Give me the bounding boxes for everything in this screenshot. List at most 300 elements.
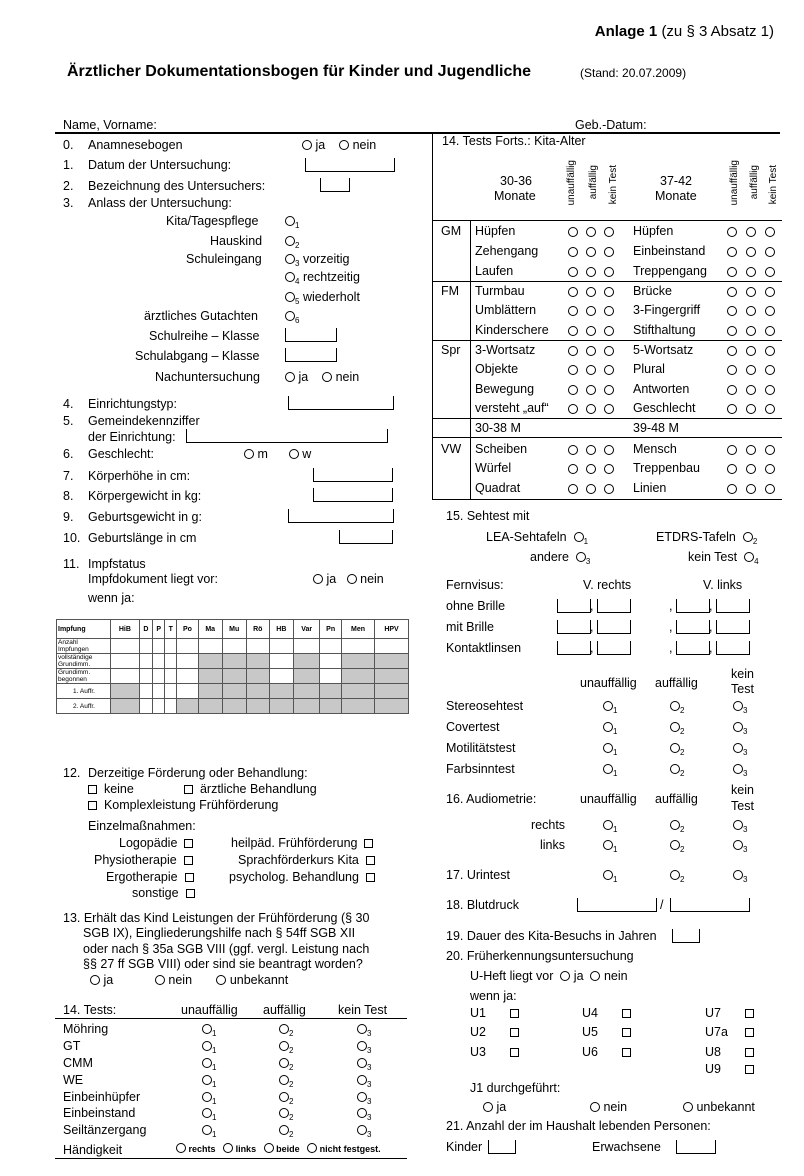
- radio-icon[interactable]: [568, 227, 578, 237]
- radio-icon[interactable]: [568, 365, 578, 375]
- erwachsene-label: Erwachsene: [592, 1140, 661, 1154]
- radio-icon[interactable]: [586, 484, 596, 494]
- koerpergewicht-field[interactable]: [313, 488, 393, 502]
- comma: ,: [669, 599, 673, 613]
- m2-b: Monate: [655, 189, 697, 203]
- unauff-header: unauffällig: [181, 1003, 238, 1017]
- m3948-label: 39-48 M: [633, 421, 679, 435]
- radio-icon[interactable]: [746, 484, 756, 494]
- rechtzeitig-label: rechtzeitig: [302, 270, 360, 284]
- radio-icon[interactable]: [727, 445, 737, 455]
- radio-icon[interactable]: [568, 464, 578, 474]
- u-check[interactable]: [582, 1025, 631, 1039]
- nein-label: nein: [335, 370, 360, 384]
- impf-col-header: D: [139, 620, 152, 639]
- radio-icon[interactable]: [586, 306, 596, 316]
- radio-icon[interactable]: [604, 346, 614, 356]
- logo-check[interactable]: [119, 836, 193, 850]
- visus-field[interactable]: [716, 641, 750, 655]
- j1-label: J1 durchgeführt:: [470, 1081, 561, 1095]
- radio-icon[interactable]: 2: [670, 720, 684, 734]
- fernvisus-label: Fernvisus:: [446, 578, 504, 592]
- radio-icon[interactable]: [604, 247, 614, 257]
- radio-icon[interactable]: [765, 464, 775, 474]
- radio-icon[interactable]: 2: [279, 1073, 293, 1087]
- haushalt-label: 21. Anzahl der im Haushalt lebenden Personen:: [446, 1119, 711, 1133]
- visus-field[interactable]: [597, 641, 631, 655]
- radio-icon[interactable]: [568, 404, 578, 414]
- nein-label: nein: [352, 138, 377, 152]
- radio-icon[interactable]: [727, 287, 737, 297]
- radio-icon[interactable]: 2: [670, 762, 684, 776]
- grid-rule: [432, 418, 782, 419]
- sonst-check[interactable]: [132, 886, 195, 900]
- kita-item-right: Brücke: [633, 284, 672, 298]
- u-check[interactable]: [705, 1045, 754, 1059]
- grid-vrule: [470, 220, 471, 340]
- koerperhoehe-field[interactable]: [313, 468, 393, 482]
- heilp-check[interactable]: [231, 836, 373, 850]
- radio-icon[interactable]: 3: [357, 1022, 371, 1036]
- m2-a: 37-42: [660, 174, 692, 188]
- radio-icon[interactable]: 2: [670, 741, 684, 755]
- radio-icon[interactable]: 1: [202, 1090, 216, 1104]
- radio-icon[interactable]: 3: [733, 699, 747, 713]
- checkbox-icon[interactable]: [745, 1048, 754, 1057]
- u-check[interactable]: [470, 1045, 519, 1059]
- visus-field[interactable]: [716, 620, 750, 634]
- radio-icon[interactable]: [746, 287, 756, 297]
- radio-icon[interactable]: [727, 267, 737, 277]
- geschlecht-options[interactable]: [244, 447, 311, 461]
- radio-icon[interactable]: 2: [279, 1039, 293, 1053]
- checkbox-icon[interactable]: [745, 1028, 754, 1037]
- grid-rule: [432, 281, 782, 282]
- radio-icon[interactable]: 3: [357, 1056, 371, 1070]
- audio-rechts-label: rechts: [531, 818, 566, 832]
- datum-label: Datum der Untersuchung:: [88, 158, 232, 172]
- radio-icon[interactable]: [604, 464, 614, 474]
- einrichtungstyp-field[interactable]: [288, 396, 394, 410]
- u-label: U2: [470, 1025, 486, 1039]
- radio-icon[interactable]: 1: [603, 818, 617, 832]
- radio-icon[interactable]: [586, 227, 596, 237]
- radio-icon[interactable]: [727, 247, 737, 257]
- radio-icon[interactable]: [727, 404, 737, 414]
- farb-label: Farbsinntest: [446, 762, 515, 776]
- radio-icon[interactable]: [746, 326, 756, 336]
- geb-label: Geb.-Datum:: [575, 118, 647, 132]
- radio-icon[interactable]: [586, 445, 596, 455]
- anlage-label: Anlage 1: [594, 23, 658, 40]
- radio-icon[interactable]: 3: [733, 818, 747, 832]
- radio-icon[interactable]: [746, 385, 756, 395]
- u-label: U9: [705, 1062, 721, 1076]
- geb-datum-field[interactable]: [690, 118, 780, 133]
- untersucher-label: Bezeichnung des Untersuchers:: [88, 179, 266, 193]
- radio-icon[interactable]: [746, 227, 756, 237]
- nein-label: nein: [168, 973, 193, 987]
- radio-icon[interactable]: [746, 267, 756, 277]
- radio-icon[interactable]: 1: [202, 1073, 216, 1087]
- impf-col-header: Men: [342, 620, 375, 639]
- schulreihe-field[interactable]: [285, 328, 337, 342]
- radio-icon[interactable]: 2: [279, 1106, 293, 1120]
- radio-icon[interactable]: 3: [733, 741, 747, 755]
- item-1-num: 1.: [63, 158, 74, 172]
- auff-header: auffällig: [655, 676, 698, 690]
- etdrs-radio[interactable]: ETDRS-Tafeln $_2$: [656, 530, 758, 546]
- datum-field[interactable]: [305, 158, 395, 172]
- kita-radio[interactable]: 1: [285, 214, 299, 228]
- radio-icon[interactable]: 1: [603, 741, 617, 755]
- blutdruck-sys-field[interactable]: [577, 898, 657, 912]
- radio-icon[interactable]: [568, 287, 578, 297]
- radio-icon[interactable]: 1: [202, 1123, 216, 1137]
- radio-icon[interactable]: 3: [357, 1106, 371, 1120]
- radio-icon[interactable]: 3: [733, 762, 747, 776]
- ja-label: ja: [298, 370, 309, 384]
- radio-icon[interactable]: [586, 326, 596, 336]
- radio-icon[interactable]: 1: [603, 868, 617, 882]
- radio-icon[interactable]: [604, 484, 614, 494]
- radio-icon[interactable]: [604, 326, 614, 336]
- radio-icon[interactable]: [765, 326, 775, 336]
- radio-icon[interactable]: 2: [670, 868, 684, 882]
- radio-icon[interactable]: [586, 385, 596, 395]
- hauskind-radio[interactable]: 2: [285, 234, 299, 248]
- form-title: Ärztlicher Dokumentationsbogen für Kinder und Jugendliche: [67, 63, 532, 80]
- keintest-radio[interactable]: kein Test $_4$: [688, 550, 759, 566]
- kita-item-left: 3-Wortsatz: [475, 343, 536, 357]
- auff-header: auffällig: [655, 792, 698, 806]
- radio-icon[interactable]: [568, 484, 578, 494]
- radio-icon[interactable]: [727, 346, 737, 356]
- radio-icon[interactable]: 1: [603, 720, 617, 734]
- tests-forts-label: 14. Tests Forts.: Kita-Alter: [442, 134, 586, 148]
- rechtzeitig-radio[interactable]: $_4$ rechtzeitig: [285, 270, 360, 284]
- einzel-label: Einzelmaßnahmen:: [88, 819, 196, 833]
- gutachten-label: ärztliches Gutachten: [144, 309, 258, 323]
- kita-item-left: Quadrat: [475, 481, 521, 495]
- radio-icon[interactable]: 2: [279, 1056, 293, 1070]
- unauff-header: unauffällig: [580, 676, 637, 690]
- uheft-options[interactable]: [470, 969, 628, 983]
- j1-ja[interactable]: [483, 1100, 506, 1114]
- u-check[interactable]: [705, 1025, 754, 1039]
- kinder-field[interactable]: [488, 1140, 516, 1154]
- radio-icon[interactable]: [604, 445, 614, 455]
- audio-links-label: links: [540, 838, 566, 852]
- erwachsene-field[interactable]: [676, 1140, 716, 1154]
- radio-icon[interactable]: [765, 247, 775, 257]
- radio-icon[interactable]: 3: [733, 868, 747, 882]
- radio-icon[interactable]: [727, 484, 737, 494]
- haendigkeit-options[interactable]: [176, 1143, 381, 1154]
- checkbox-icon[interactable]: [745, 1009, 754, 1018]
- radio-icon[interactable]: [604, 385, 614, 395]
- radio-icon[interactable]: [765, 267, 775, 277]
- radio-icon[interactable]: [765, 385, 775, 395]
- radio-icon[interactable]: 3: [733, 720, 747, 734]
- geburtsgewicht-field[interactable]: [288, 509, 394, 523]
- physio-check[interactable]: [94, 853, 193, 867]
- j1-nein[interactable]: [590, 1100, 627, 1114]
- test-header: Test: [731, 799, 754, 813]
- einrichtung-label: der Einrichtung:: [88, 430, 176, 444]
- radio-icon[interactable]: 1: [202, 1039, 216, 1053]
- physio-label: Physiotherapie: [94, 853, 177, 867]
- radio-icon[interactable]: [727, 306, 737, 316]
- vert-auff: auffällig: [588, 165, 599, 200]
- checkbox-icon[interactable]: [622, 1028, 631, 1037]
- radio-icon[interactable]: [765, 365, 775, 375]
- nachuntersuchung-label: Nachuntersuchung: [155, 370, 260, 384]
- radio-icon[interactable]: 2: [670, 818, 684, 832]
- form-stand: (Stand: 20.07.2009): [580, 66, 687, 80]
- checkbox-icon[interactable]: [745, 1065, 754, 1074]
- item-3-num: 3.: [63, 196, 74, 210]
- radio-icon[interactable]: [568, 306, 578, 316]
- radio-icon[interactable]: 3: [357, 1123, 371, 1137]
- comma: ,: [669, 641, 673, 655]
- q13-options[interactable]: [90, 973, 288, 987]
- geburtslaenge-field[interactable]: [339, 530, 393, 544]
- visus-field[interactable]: [557, 620, 594, 634]
- radio-icon[interactable]: [339, 140, 349, 150]
- kita-item-left: Turmbau: [475, 284, 525, 298]
- visus-field[interactable]: [597, 620, 631, 634]
- checkbox-icon[interactable]: [622, 1048, 631, 1057]
- item-11-num: 11.: [63, 557, 80, 571]
- checkbox-icon[interactable]: [510, 1009, 519, 1018]
- kita-item-left: Zehengang: [475, 244, 539, 258]
- radio-icon[interactable]: 2: [279, 1022, 293, 1036]
- radio-icon[interactable]: 2: [279, 1123, 293, 1137]
- j1-unbekannt[interactable]: [683, 1100, 755, 1114]
- radio-icon[interactable]: [765, 287, 775, 297]
- u-check[interactable]: [705, 1006, 754, 1020]
- impfdokument-options[interactable]: [313, 572, 384, 586]
- visus-field[interactable]: [557, 641, 594, 655]
- etdrs-label: ETDRS-Tafeln: [656, 530, 736, 544]
- radio-icon[interactable]: [727, 326, 737, 336]
- grid-vrule: [470, 340, 471, 499]
- radio-icon[interactable]: [727, 385, 737, 395]
- radio-icon[interactable]: [586, 346, 596, 356]
- komplex-check[interactable]: [88, 798, 278, 812]
- checkbox-icon[interactable]: [622, 1009, 631, 1018]
- visus-field[interactable]: [557, 599, 594, 613]
- radio-icon[interactable]: 1: [603, 762, 617, 776]
- radio-icon[interactable]: [586, 247, 596, 257]
- anlass-label: Anlass der Untersuchung:: [88, 196, 232, 210]
- radio-icon[interactable]: [765, 404, 775, 414]
- kita-item-left: Objekte: [475, 362, 519, 376]
- checkbox-icon[interactable]: [510, 1028, 519, 1037]
- schulabgang-field[interactable]: [285, 348, 337, 362]
- untersucher-field[interactable]: [320, 178, 350, 192]
- geburtsgewicht-label: Geburtsgewicht in g:: [88, 510, 202, 524]
- radio-icon[interactable]: [746, 404, 756, 414]
- radio-icon[interactable]: [586, 404, 596, 414]
- kitadauer-field[interactable]: [672, 929, 700, 943]
- impf-row-label: 2. Auffr.: [57, 699, 111, 714]
- slash: /: [660, 898, 664, 912]
- radio-icon[interactable]: [586, 267, 596, 277]
- q13-line2: SGB IX), Eingliederungshilfe nach § 54ff SGB XII: [83, 926, 356, 940]
- radio-icon[interactable]: [727, 464, 737, 474]
- radio-icon[interactable]: 3: [357, 1039, 371, 1053]
- radio-icon[interactable]: [765, 346, 775, 356]
- impf-col-header: Pn: [320, 620, 342, 639]
- radio-icon[interactable]: [746, 365, 756, 375]
- radio-icon[interactable]: [568, 445, 578, 455]
- nein-label: nein: [603, 969, 628, 983]
- radio-icon[interactable]: 3: [357, 1073, 371, 1087]
- radio-icon[interactable]: 1: [202, 1022, 216, 1036]
- wiederholt-radio[interactable]: $_5$ wiederholt: [285, 290, 360, 304]
- nein-label: nein: [360, 572, 384, 586]
- impf-row-label: Anzahl Impfungen: [57, 639, 111, 654]
- radio-icon[interactable]: [765, 227, 775, 237]
- radio-icon[interactable]: [765, 484, 775, 494]
- unauff-header: unauffällig: [580, 792, 637, 806]
- m-label: m: [257, 447, 268, 461]
- kita-item-right: Treppenbau: [633, 461, 700, 475]
- stereo-label: Stereosehtest: [446, 699, 524, 713]
- audiometrie-label: 16. Audiometrie:: [446, 792, 537, 806]
- u-check[interactable]: [470, 1025, 519, 1039]
- radio-icon[interactable]: [604, 267, 614, 277]
- unbekannt-label: unbekannt: [696, 1100, 755, 1114]
- fm-label: FM: [441, 284, 460, 298]
- visus-field[interactable]: [676, 599, 713, 613]
- uheft-label: U-Heft liegt vor: [470, 969, 554, 983]
- radio-icon[interactable]: [302, 140, 312, 150]
- impf-col-header: Impfung: [57, 620, 111, 639]
- radio-icon[interactable]: [746, 247, 756, 257]
- urintest-label: 17. Urintest: [446, 868, 510, 882]
- radio-icon[interactable]: [568, 247, 578, 257]
- radio-icon[interactable]: [604, 404, 614, 414]
- radio-icon[interactable]: [586, 365, 596, 375]
- andere-radio[interactable]: andere $_3$: [530, 550, 591, 566]
- moti-label: Motilitätstest: [446, 741, 516, 755]
- vert-unauff: unauffällig: [566, 160, 577, 206]
- visus-field[interactable]: [676, 641, 713, 655]
- ergo-check[interactable]: [106, 870, 194, 884]
- radio-icon[interactable]: 1: [603, 699, 617, 713]
- radio-icon[interactable]: [568, 385, 578, 395]
- radio-icon[interactable]: [568, 346, 578, 356]
- item-5-num: 5.: [63, 414, 74, 428]
- anamnese-options[interactable]: [302, 138, 376, 152]
- hauskind-label: Hauskind: [210, 234, 263, 248]
- aerztl-check[interactable]: [184, 782, 317, 796]
- radio-icon[interactable]: 1: [202, 1106, 216, 1120]
- comma: ,: [709, 620, 713, 634]
- radio-icon[interactable]: [765, 445, 775, 455]
- radio-icon[interactable]: 1: [603, 838, 617, 852]
- item-7-num: 7.: [63, 469, 74, 483]
- radio-icon[interactable]: [746, 346, 756, 356]
- radio-icon[interactable]: 3: [357, 1090, 371, 1104]
- radio-icon[interactable]: [604, 306, 614, 316]
- links-label: links: [235, 1144, 257, 1154]
- u-label: U3: [470, 1045, 486, 1059]
- impf-col-header: Rö: [246, 620, 269, 639]
- kita-item-right: Linien: [633, 481, 667, 495]
- visus-field[interactable]: [676, 620, 713, 634]
- u-check[interactable]: [470, 1006, 519, 1020]
- u-check[interactable]: [582, 1006, 631, 1020]
- radio-icon[interactable]: [604, 287, 614, 297]
- sprach-check[interactable]: [238, 853, 375, 867]
- psych-check[interactable]: [229, 870, 375, 884]
- radio-icon[interactable]: [727, 227, 737, 237]
- radio-icon[interactable]: 2: [279, 1090, 293, 1104]
- visus-field[interactable]: [597, 599, 631, 613]
- radio-icon[interactable]: [746, 306, 756, 316]
- radio-icon[interactable]: 2: [670, 838, 684, 852]
- u-check[interactable]: [705, 1062, 754, 1076]
- u-label: U4: [582, 1006, 598, 1020]
- checkbox-icon[interactable]: [510, 1048, 519, 1057]
- visus-field[interactable]: [716, 599, 750, 613]
- impf-col-header: Mu: [222, 620, 246, 639]
- radio-icon[interactable]: [586, 464, 596, 474]
- kita-item-right: Geschlecht: [633, 401, 696, 415]
- blutdruck-dia-field[interactable]: [670, 898, 750, 912]
- radio-icon[interactable]: [568, 326, 578, 336]
- test-header: Test: [731, 682, 754, 696]
- radio-icon[interactable]: [604, 227, 614, 237]
- kita-item-right: Antworten: [633, 382, 690, 396]
- m3038-label: 30-38 M: [475, 421, 521, 435]
- radio-icon[interactable]: 3: [733, 838, 747, 852]
- lea-radio[interactable]: LEA-Sehtafeln $_1$: [486, 530, 589, 546]
- ergo-label: Ergotherapie: [106, 870, 178, 884]
- item-12-num: 12.: [63, 766, 81, 780]
- vorzeitig-radio[interactable]: $_3$ vorzeitig: [285, 252, 349, 266]
- ja-label: ja: [496, 1100, 507, 1114]
- kita-item-right: Mensch: [633, 442, 677, 456]
- gutachten-radio[interactable]: 6: [285, 309, 299, 323]
- kita-item-right: Treppengang: [633, 264, 707, 278]
- radio-icon[interactable]: [727, 365, 737, 375]
- nachunt-options[interactable]: [285, 370, 359, 384]
- radio-icon[interactable]: 2: [670, 699, 684, 713]
- radio-icon[interactable]: [586, 287, 596, 297]
- keine-check[interactable]: [88, 782, 134, 796]
- radio-icon[interactable]: [568, 267, 578, 277]
- radio-icon[interactable]: [765, 306, 775, 316]
- radio-icon[interactable]: [746, 445, 756, 455]
- wennja-label: wenn ja:: [88, 591, 135, 605]
- gemeinde-label: Gemeindekennziffer: [88, 414, 200, 428]
- u-label: U7a: [705, 1025, 728, 1039]
- u-check[interactable]: [582, 1045, 631, 1059]
- gemeindekennziffer-field[interactable]: [186, 429, 388, 443]
- column-divider: [432, 132, 433, 500]
- radio-icon[interactable]: [604, 365, 614, 375]
- radio-icon[interactable]: [746, 464, 756, 474]
- impf-col-header: P: [153, 620, 165, 639]
- radio-icon[interactable]: 1: [202, 1056, 216, 1070]
- kein-header: kein: [731, 783, 754, 797]
- schuleingang-label: Schuleingang: [186, 252, 262, 266]
